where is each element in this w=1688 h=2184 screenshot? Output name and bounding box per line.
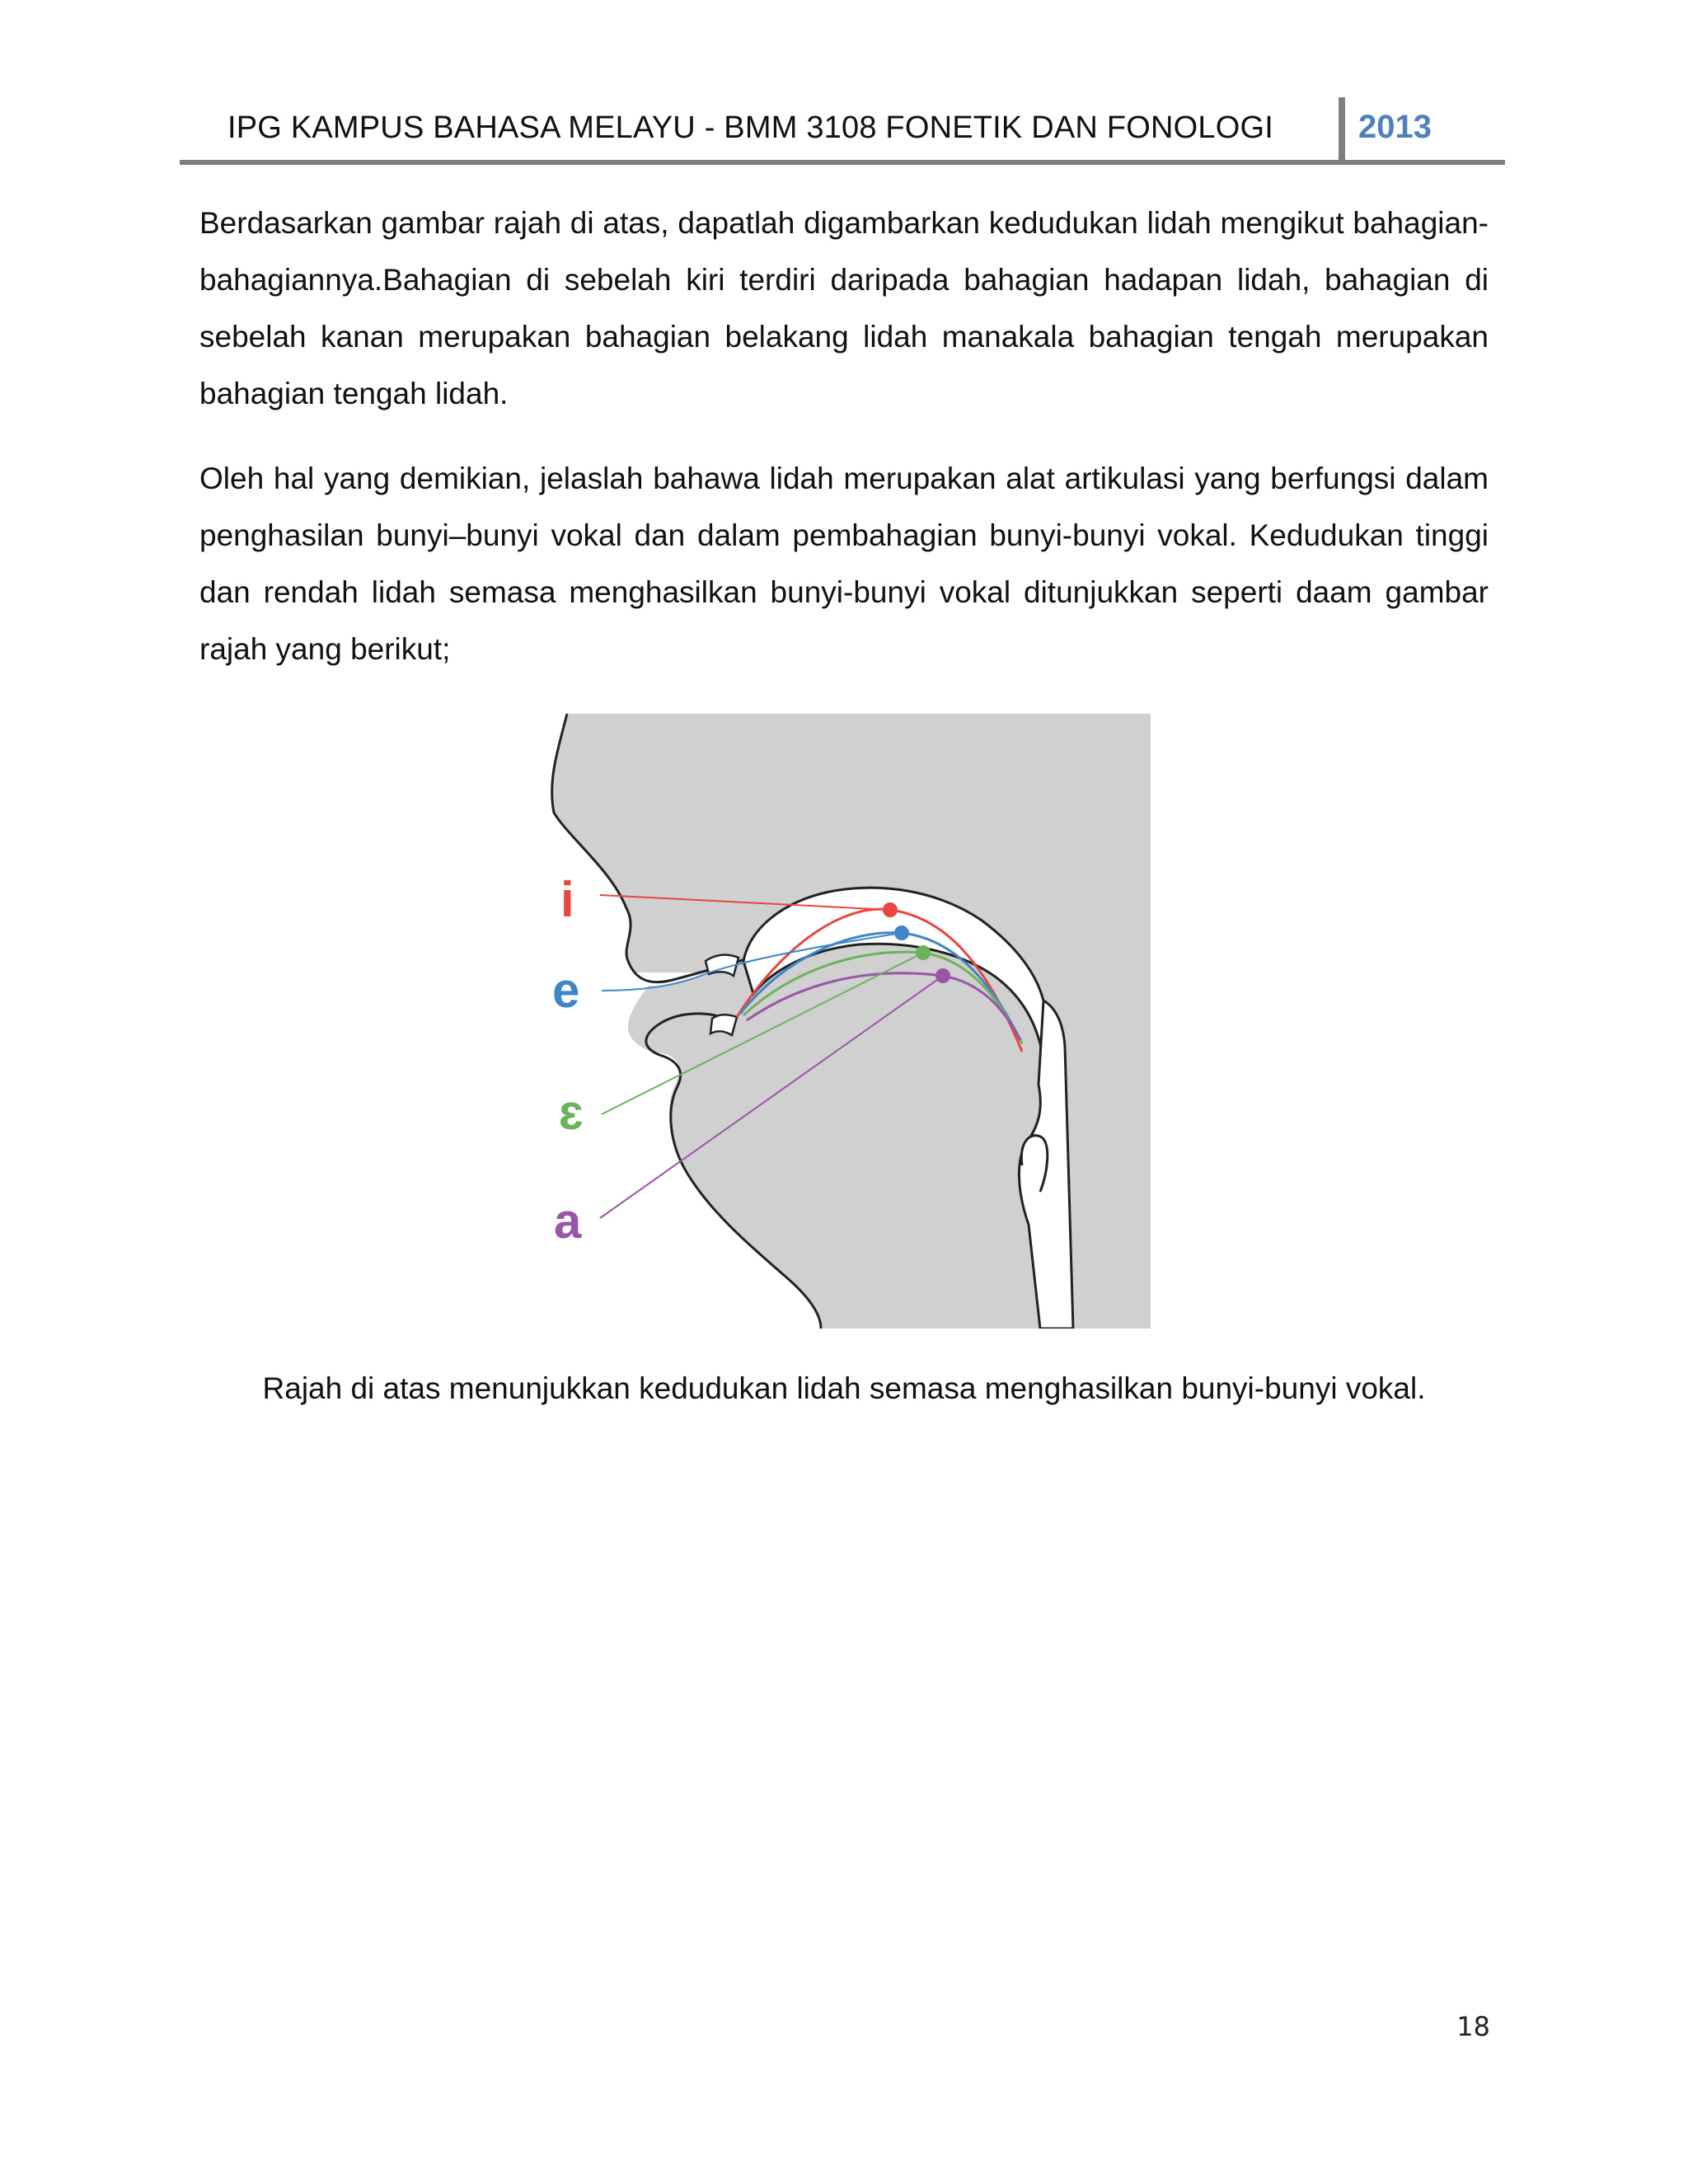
tongue-point-i: [883, 902, 898, 917]
vowel-tongue-diagram: [536, 714, 1151, 1329]
tongue-point-epsilon: [916, 945, 931, 960]
header-year: 2013: [1358, 109, 1432, 145]
page-header: [180, 97, 1505, 165]
header-rule: [180, 160, 1505, 165]
vowel-label-a: a: [554, 1193, 582, 1249]
figure-caption: Rajah di atas menunjukkan kedudukan lidah semasa menghasilkan bunyi-bunyi vokal.: [262, 1371, 1426, 1405]
header-separator: [1339, 97, 1345, 162]
vowel-label-epsilon: ɛ: [559, 1085, 584, 1140]
paragraph-2: Oleh hal yang demikian, jelaslah bahawa lidah merupakan alat artikulasi yang berfungsi dalam penghasilan bunyi–bunyi vokal dan dalam pembahagian bunyi-bunyi vokal. Kedudukan tinggi dan rendah lidah semasa menghasilkan bunyi-bunyi vokal ditunjukkan seperti daam gambar rajah yang berikut;: [199, 462, 1489, 666]
lower-teeth: [710, 1015, 737, 1035]
vowel-label-e: e: [552, 963, 580, 1018]
diagram-svg: [536, 714, 1151, 1329]
vowel-label-i: i: [560, 872, 574, 927]
paragraph-1: Berdasarkan gambar rajah di atas, dapatlah digambarkan kedudukan lidah mengikut bahagian-bahagiannya.Bahagian di sebelah kiri terdiri daripada bahagian hadapan lidah, bahagian di sebelah kanan merupakan bahagian belakang lidah manakala bahagian tengah merupakan bahagian tengah lidah.: [199, 206, 1489, 410]
header-title: IPG KAMPUS BAHASA MELAYU - BMM 3108 FONETIK DAN FONOLOGI: [227, 110, 1274, 145]
tongue-point-a: [935, 968, 950, 983]
tongue-point-e: [894, 926, 909, 940]
page-number: 18: [1456, 2011, 1490, 2042]
